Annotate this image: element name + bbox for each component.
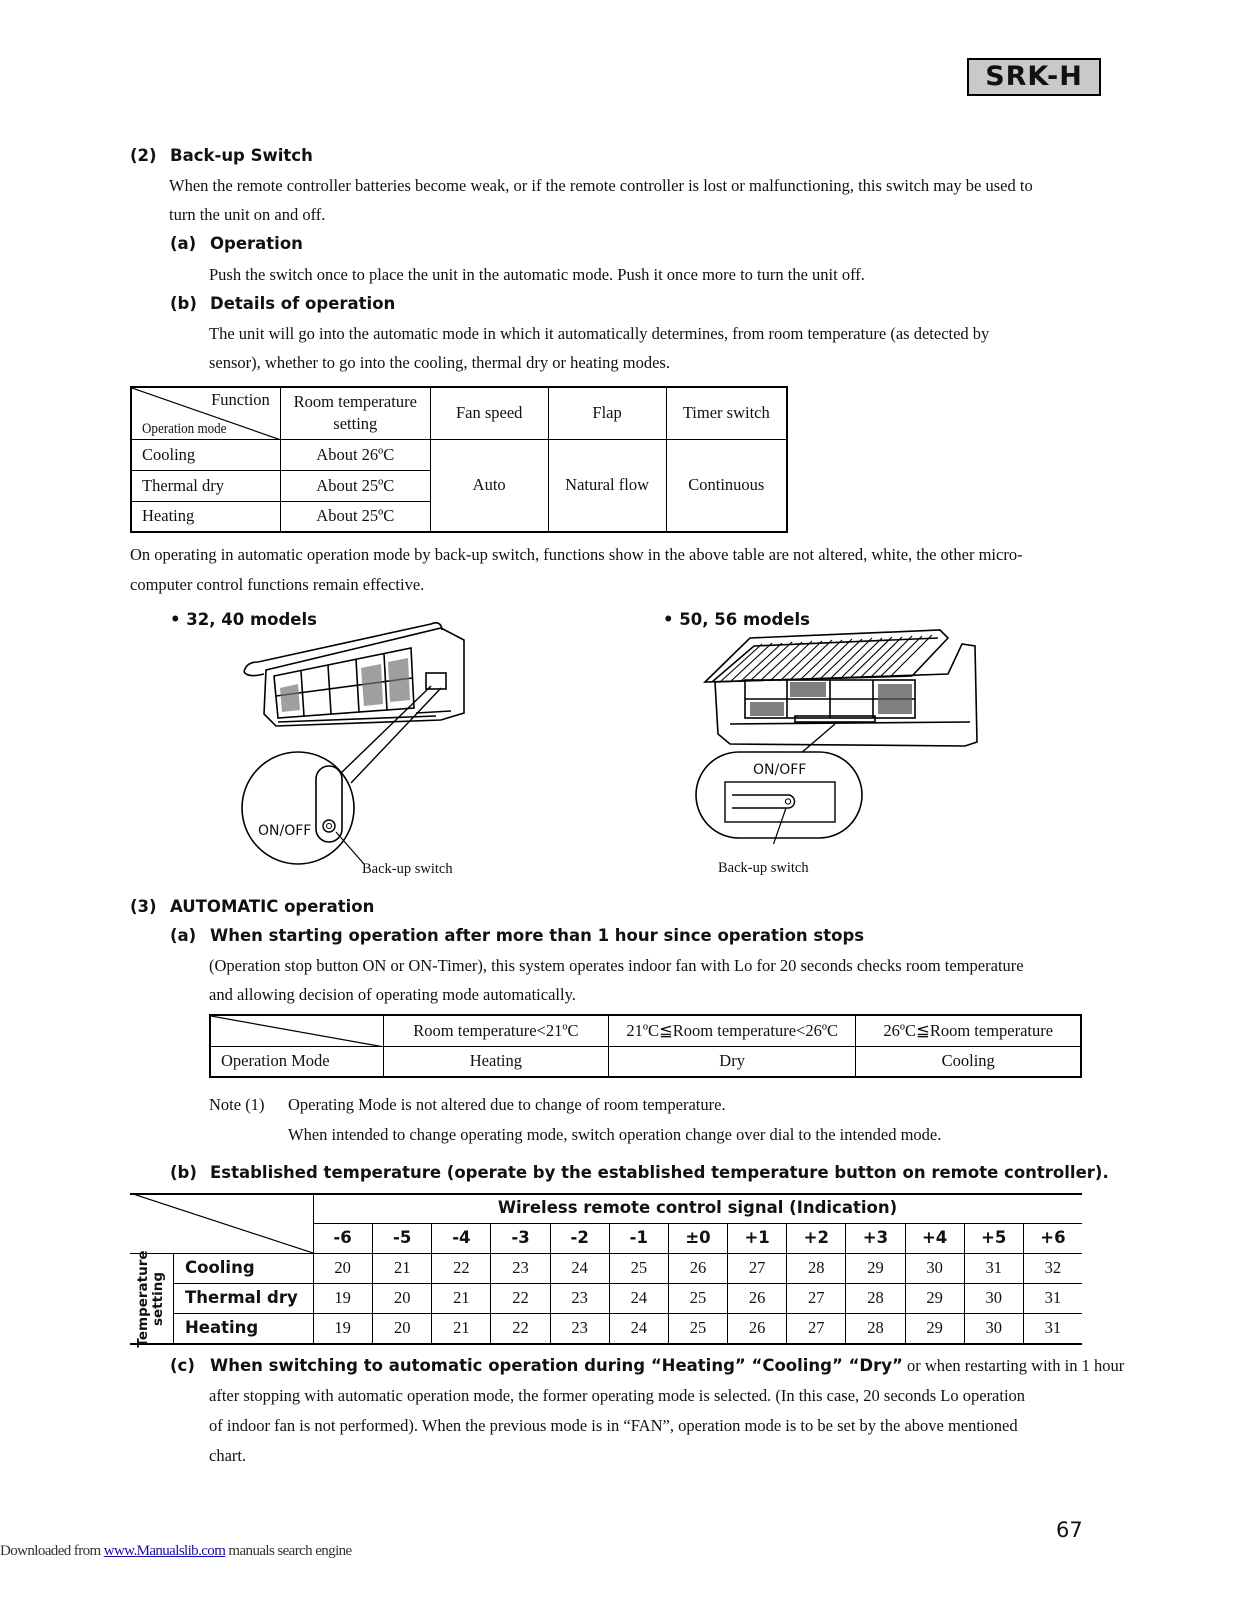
signal-cell: +6 — [1023, 1223, 1082, 1253]
section-2a-title: Operation — [210, 234, 303, 253]
section-3a-heading — [170, 926, 864, 945]
signal-cell: +2 — [786, 1223, 845, 1253]
temperature-cell: 24 — [550, 1253, 609, 1283]
table3-title: Wireless remote control signal (Indication) — [497, 1198, 898, 1217]
table1-temp: About 25ºC — [280, 501, 430, 532]
left-on-off-label: ON/OFF — [258, 823, 312, 839]
temperature-cell: 28 — [845, 1313, 904, 1343]
figure-left-title: • 32, 40 models — [170, 610, 317, 629]
table1-corner-cell — [131, 387, 280, 439]
section-3c-bold: When switching to automatic operation during “Heating” “Cooling” “Dry” — [210, 1356, 903, 1375]
indoor-unit-50-56-illustration — [690, 624, 985, 844]
side-label-line1: Temperature — [135, 1250, 151, 1348]
table3-value-rows — [313, 1253, 1082, 1343]
temperature-cell: 29 — [905, 1283, 964, 1313]
temperature-cell: 24 — [609, 1283, 668, 1313]
section-3c-line4: chart. — [209, 1446, 247, 1465]
side-label-line2: setting — [150, 1272, 166, 1327]
table1-timer-value: Continuous — [666, 439, 787, 532]
temperature-cell: 19 — [334, 1318, 351, 1337]
section-3a-title: When starting operation after more than 1 hour since operation stops — [210, 926, 865, 945]
table2-row-label: Operation Mode — [210, 1046, 383, 1077]
temperature-cell: 22 — [490, 1283, 549, 1313]
note-line2: When intended to change operating mode, switch operation change over dial to the intended mode. — [288, 1125, 942, 1144]
section-2-number: (2) — [130, 146, 157, 165]
table1-mode: Cooling — [131, 439, 280, 470]
signal-cell: +4 — [905, 1223, 964, 1253]
temperature-cell: 31 — [1023, 1313, 1082, 1343]
table3-row-label-cooling: Cooling — [185, 1258, 255, 1277]
temperature-cell: 19 — [334, 1288, 351, 1307]
temperature-cell: 21 — [372, 1253, 431, 1283]
temperature-cell: 32 — [1023, 1253, 1082, 1283]
right-backup-switch-caption: Back-up switch — [718, 860, 809, 876]
section-3b-title: Established temperature (operate by the established temperature button on remote controller). — [210, 1163, 1109, 1182]
temperature-cell: 20 — [334, 1258, 351, 1277]
table1-header-fan-speed: Fan speed — [430, 387, 548, 439]
section-2-intro-line2: turn the unit on and off. — [169, 205, 326, 224]
temperature-cell: 21 — [431, 1313, 490, 1343]
temperature-cell: 27 — [727, 1253, 786, 1283]
model-badge: SRK-H — [967, 58, 1101, 96]
section-2b-heading — [170, 294, 395, 313]
temperature-cell: 31 — [1023, 1283, 1082, 1313]
signal-cell: +1 — [727, 1223, 786, 1253]
section-2-title: Back-up Switch — [170, 146, 313, 165]
temperature-cell: 30 — [964, 1313, 1023, 1343]
temperature-cell: 25 — [668, 1313, 727, 1343]
temperature-cell: 29 — [845, 1253, 904, 1283]
table2-value-heating: Heating — [383, 1046, 608, 1077]
table1-header-room-temp: Room temperature setting — [280, 387, 430, 439]
after-table-note-line2: computer control functions remain effective. — [130, 575, 425, 594]
section-3c-line2: after stopping with automatic operation mode, the former operating mode is selected. (In this case, 20 seconds Lo operation — [209, 1386, 1026, 1405]
table2-corner-diagonal — [211, 1016, 384, 1047]
table3-corner-diagonal — [130, 1193, 313, 1253]
table2-value-dry: Dry — [608, 1046, 856, 1077]
section-3-heading — [130, 897, 374, 916]
table3-side-label — [130, 1250, 173, 1348]
note-label: Note (1) — [209, 1095, 265, 1114]
temperature-cell: 21 — [431, 1283, 490, 1313]
section-2-heading — [130, 146, 313, 165]
table3-row-label-heating: Heating — [185, 1318, 259, 1337]
signal-cell: +5 — [964, 1223, 1023, 1253]
temperature-cell: 25 — [609, 1253, 668, 1283]
temperature-cell: 29 — [905, 1313, 964, 1343]
section-2b-text-line1: The unit will go into the automatic mode in which it automatically determines, from room temperature (as detected by — [209, 324, 990, 343]
right-on-off-label: ON/OFF — [753, 762, 807, 778]
temperature-cell: 20 — [372, 1283, 431, 1313]
temperature-cell: 30 — [905, 1253, 964, 1283]
table3-bottom-border — [130, 1343, 1082, 1345]
table2-header-warm: 26ºC≦Room temperature — [856, 1015, 1081, 1046]
temperature-cell: 31 — [964, 1253, 1023, 1283]
table1-corner-bottom-label: Operation mode — [142, 420, 227, 437]
temperature-cell: 22 — [431, 1253, 490, 1283]
signal-cell: +3 — [845, 1223, 904, 1253]
established-temperature-table — [130, 1193, 1082, 1348]
section-3b-number: (b) — [170, 1163, 197, 1182]
section-3-title: AUTOMATIC operation — [170, 897, 375, 916]
temperature-cell: 22 — [490, 1313, 549, 1343]
temperature-cell: 27 — [786, 1283, 845, 1313]
backup-switch-function-table — [130, 386, 788, 533]
signal-cell: -3 — [490, 1223, 549, 1253]
table1-header-flap: Flap — [548, 387, 666, 439]
section-3c-number: (c) — [170, 1356, 195, 1375]
left-backup-switch-caption: Back-up switch — [362, 861, 453, 877]
section-3a-text-line2: and allowing decision of operating mode automatically. — [209, 985, 576, 1004]
signal-cell: -1 — [609, 1223, 668, 1253]
signal-cell: -5 — [372, 1223, 431, 1253]
temperature-cell: 20 — [372, 1313, 431, 1343]
table1-fan-speed-value: Auto — [430, 439, 548, 532]
section-3a-text-line1: (Operation stop button ON or ON-Timer), this system operates indoor fan with Lo for 20 seconds checks room temperature — [209, 956, 1024, 975]
footer-link[interactable]: www.Manualslib.com — [103, 1543, 226, 1559]
temperature-cell: 28 — [845, 1283, 904, 1313]
signal-cell: -6 — [333, 1228, 352, 1247]
signal-cell: -4 — [431, 1223, 490, 1253]
table1-temp: About 26ºC — [280, 439, 430, 470]
footer-suffix: manuals search engine — [225, 1543, 352, 1559]
table2-row — [210, 1046, 1081, 1077]
figure-right-title: • 50, 56 models — [663, 610, 810, 629]
temperature-cell: 25 — [668, 1283, 727, 1313]
table2-value-cooling: Cooling — [856, 1046, 1081, 1077]
table2-header-mid: 21ºC≦Room temperature<26ºC — [608, 1015, 856, 1046]
section-3c-line1 — [170, 1356, 1124, 1376]
section-3b-heading — [170, 1163, 1109, 1182]
table1-flap-value: Natural flow — [548, 439, 666, 532]
table1-corner-top-label: Function — [211, 390, 270, 409]
temperature-cell: 26 — [668, 1253, 727, 1283]
temperature-cell: 26 — [727, 1313, 786, 1343]
section-3-number: (3) — [130, 897, 157, 916]
section-2b-number: (b) — [170, 294, 197, 313]
table1-temp: About 25ºC — [280, 470, 430, 501]
section-2a-text: Push the switch once to place the unit in the automatic mode. Push it once more to turn the unit off. — [209, 265, 865, 284]
temperature-cell: 26 — [727, 1283, 786, 1313]
temperature-cell: 24 — [609, 1313, 668, 1343]
section-2a-number: (a) — [170, 234, 197, 253]
section-2-intro-line1: When the remote controller batteries become weak, or if the remote controller is lost or malfunctioning, this switch may be used to — [169, 176, 1033, 195]
section-3c-rest: or when restarting with in 1 hour — [902, 1356, 1125, 1375]
table1-mode: Heating — [131, 501, 280, 532]
temperature-cell: 23 — [550, 1283, 609, 1313]
section-2a-heading — [170, 234, 303, 253]
table3-row-label-thermal-dry: Thermal dry — [185, 1288, 298, 1307]
footer-source — [0, 1543, 352, 1560]
section-3a-number: (a) — [170, 926, 197, 945]
table3-signal-row — [313, 1223, 1082, 1253]
footer-prefix: Downloaded from — [0, 1543, 104, 1559]
table1-mode: Thermal dry — [131, 470, 280, 501]
table1-row — [131, 439, 787, 470]
temperature-cell: 30 — [964, 1283, 1023, 1313]
section-2b-title: Details of operation — [210, 294, 396, 313]
signal-cell: -2 — [550, 1223, 609, 1253]
table2-header-cold: Room temperature<21ºC — [383, 1015, 608, 1046]
section-2b-text-line2: sensor), whether to go into the cooling, thermal dry or heating modes. — [209, 353, 670, 372]
table2-corner-cell — [210, 1015, 383, 1046]
note-line1: Operating Mode is not altered due to change of room temperature. — [288, 1095, 726, 1114]
operation-mode-table — [209, 1014, 1082, 1078]
temperature-cell: 27 — [786, 1313, 845, 1343]
temperature-cell: 23 — [490, 1253, 549, 1283]
after-table-note-line1: On operating in automatic operation mode by back-up switch, functions show in the above table are not altered, white, the other micro- — [130, 545, 1023, 564]
temperature-cell: 23 — [550, 1313, 609, 1343]
page-number: 67 — [1056, 1518, 1083, 1542]
table1-header-timer: Timer switch — [666, 387, 787, 439]
table3-side-divider — [173, 1253, 174, 1345]
temperature-cell: 28 — [786, 1253, 845, 1283]
section-3c-line3: of indoor fan is not performed). When the previous mode is in “FAN”, operation mode is to be set by the above mentioned — [209, 1416, 1018, 1435]
signal-cell: ±0 — [668, 1223, 727, 1253]
